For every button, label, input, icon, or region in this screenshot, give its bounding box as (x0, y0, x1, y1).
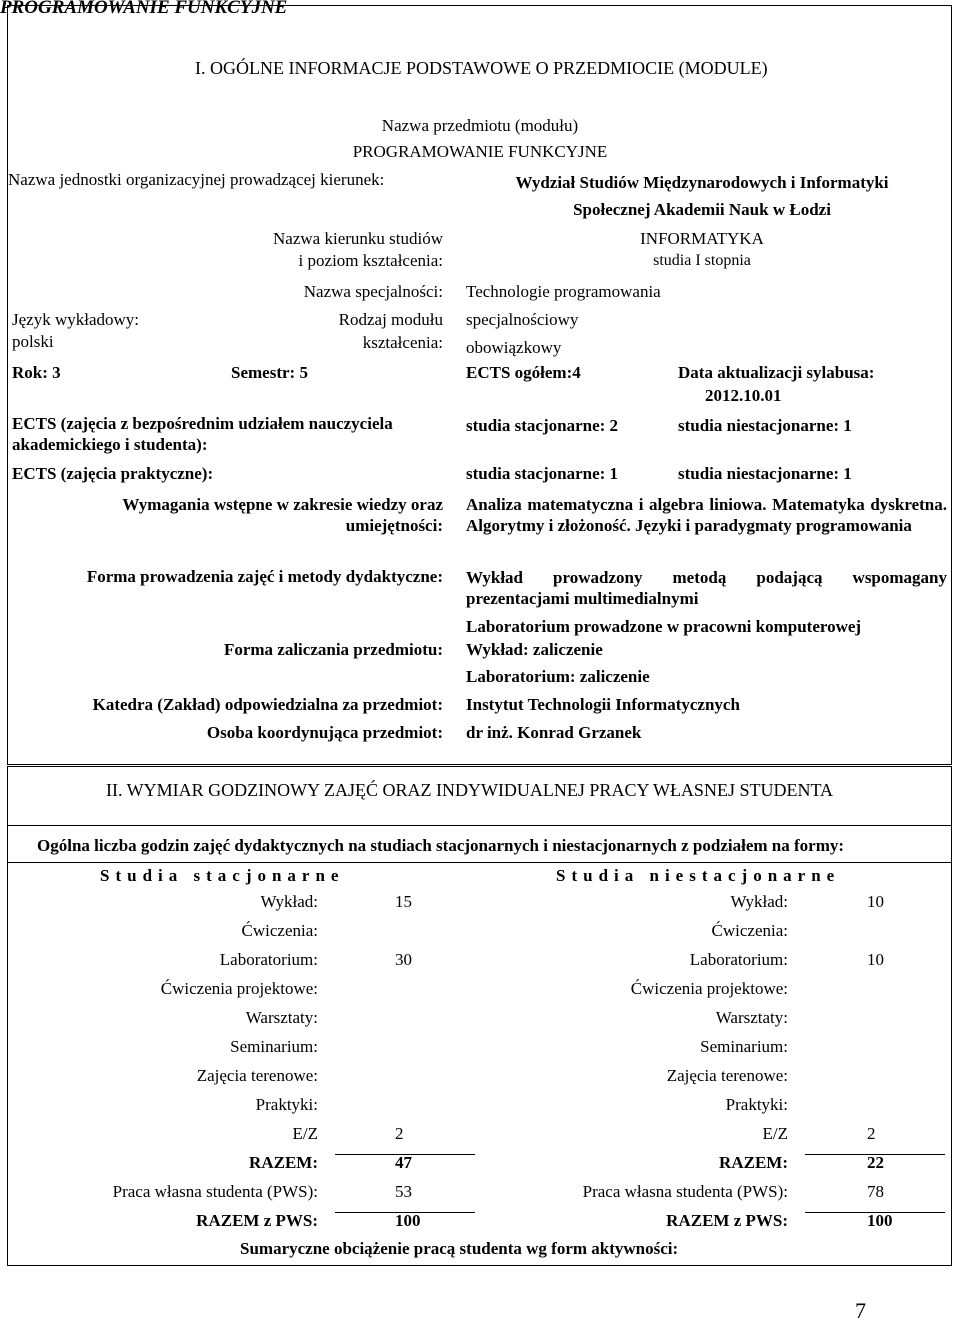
ects-practical-part: studia niestacjonarne: 1 (678, 464, 852, 483)
form-value2: Laboratorium prowadzone w pracowni komputerowej (466, 617, 862, 636)
hours-label-part: Zajęcia terenowe: (666, 1066, 788, 1085)
ects-contact-part: studia niestacjonarne: 1 (678, 416, 852, 435)
hours-label-part: Seminarium: (700, 1037, 788, 1056)
hours-value-full: 15 (395, 892, 412, 911)
hours-value-full: 53 (395, 1182, 412, 1201)
hours-label-part: RAZEM: (719, 1153, 788, 1172)
hours-value-part: 10 (867, 892, 884, 911)
year: Rok: 3 (12, 363, 61, 382)
department-label: Katedra (Zakład) odpowiedzialna za przedmiot: (92, 695, 443, 714)
hours-label-part: RAZEM z PWS: (666, 1211, 788, 1230)
update-value: 2012.10.01 (705, 386, 782, 405)
hours-value-part: 2 (867, 1124, 876, 1143)
hours-value-part: 100 (867, 1211, 893, 1230)
full-time-heading: Studia stacjonarne (100, 866, 345, 885)
semester: Semestr: 5 (231, 363, 308, 382)
section2-heading-divider (7, 825, 952, 826)
specialty-label: Nazwa specjalności: (303, 282, 443, 301)
hours-label-part: Wykład: (730, 892, 788, 911)
unit-label: Nazwa jednostki organizacyjnej prowadzącej kierunek: (8, 170, 385, 189)
hours-label-full: RAZEM: (249, 1153, 318, 1172)
department-value: Instytut Technologii Informatycznych (466, 695, 740, 714)
hours-label-part: Praca własna studenta (PWS): (582, 1182, 788, 1201)
hours-label-full: Ćwiczenia projektowe: (160, 979, 318, 998)
subject-name-label: Nazwa przedmiotu (modułu) (381, 116, 579, 135)
form-label: Forma prowadzenia zajęć i metody dydaktyczne: (86, 567, 443, 586)
language-value: polski (12, 332, 54, 351)
subject-name: PROGRAMOWANIE FUNKCYJNE (352, 142, 608, 161)
module-type-label-line1: Rodzaj modułu (338, 310, 443, 329)
summary-label: Sumaryczne obciążenie pracą studenta wg form aktywności: (240, 1239, 679, 1258)
hours-value-full: 47 (395, 1153, 412, 1172)
coordinator-label: Osoba koordynująca przedmiot: (206, 723, 443, 742)
hours-total-rule (335, 1154, 475, 1155)
unit-value-line2: Społecznej Akademii Nauk w Łodzi (573, 200, 831, 219)
ects-contact-label-line1: ECTS (zajęcia z bezpośrednim udziałem nauczyciela (12, 414, 393, 433)
module-type-value2: obowiązkowy (466, 338, 562, 357)
hours-label-part: Laboratorium: (689, 950, 788, 969)
part-time-heading: Studia niestacjonarne (556, 866, 841, 885)
hours-intro-divider (7, 862, 952, 863)
hours-label-part: Praktyki: (725, 1095, 788, 1114)
hours-label-full: Laboratorium: (219, 950, 318, 969)
assessment-value2: Laboratorium: zaliczenie (466, 667, 650, 686)
page-number: 7 (855, 1298, 866, 1323)
hours-value-full: 30 (395, 950, 412, 969)
hours-total-rule (805, 1212, 945, 1213)
coordinator-value: dr inż. Konrad Grzanek (466, 723, 642, 742)
module-type-label-line2: kształcenia: (362, 333, 443, 352)
ects-contact-full: studia stacjonarne: 2 (466, 416, 619, 435)
level-value: studia I stopnia (653, 252, 751, 269)
hours-intro: Ogólna liczba godzin zajęć dydaktycznych na studiach stacjonarnych i niestacjonarnych z podziałem na formy: (37, 836, 845, 855)
field-value: INFORMATYKA (640, 229, 764, 248)
running-title: PROGRAMOWANIE FUNKCYJNE (0, 0, 288, 18)
hours-value-part: 78 (867, 1182, 884, 1201)
field-label-line1: Nazwa kierunku studiów (273, 229, 443, 248)
form-value1: Wykład prowadzony metodą podającą wspomagany prezentacjami multimedialnymi (466, 568, 947, 608)
section2-heading: II. WYMIAR GODZINOWY ZAJĘĆ ORAZ INDYWIDUALNEJ PRACY WŁASNEJ STUDENTA (106, 780, 833, 800)
specialty-value: Technologie programowania (466, 282, 661, 301)
hours-total-rule (335, 1212, 475, 1213)
hours-value-full: 100 (395, 1211, 421, 1230)
prereq-label-line2: umiejętności: (345, 516, 443, 535)
update-label: Data aktualizacji sylabusa: (678, 363, 875, 382)
hours-total-rule (805, 1154, 945, 1155)
hours-label-part: E/Z (762, 1124, 788, 1143)
ects-contact-label-line2: akademickiego i studenta): (12, 435, 208, 454)
assessment-label: Forma zaliczania przedmiotu: (223, 640, 443, 659)
unit-value-line1: Wydział Studiów Międzynarodowych i Informatyki (515, 173, 889, 192)
hours-label-part: Ćwiczenia: (711, 921, 788, 940)
hours-label-full: Wykład: (260, 892, 318, 911)
module-type-value1: specjalnościowy (466, 310, 579, 329)
ects-practical-label: ECTS (zajęcia praktyczne): (12, 464, 214, 483)
hours-label-full: Warsztaty: (245, 1008, 318, 1027)
hours-label-full: Ćwiczenia: (241, 921, 318, 940)
hours-label-full: Praktyki: (255, 1095, 318, 1114)
hours-label-full: RAZEM z PWS: (196, 1211, 318, 1230)
hours-label-full: Praca własna studenta (PWS): (112, 1182, 318, 1201)
hours-label-full: Seminarium: (230, 1037, 318, 1056)
hours-label-full: Zajęcia terenowe: (196, 1066, 318, 1085)
prereq-label-line1: Wymagania wstępne w zakresie wiedzy oraz (122, 495, 443, 514)
ects-practical-full: studia stacjonarne: 1 (466, 464, 619, 483)
hours-value-full: 2 (395, 1124, 404, 1143)
field-label-line2: i poziom kształcenia: (298, 251, 443, 270)
hours-value-part: 10 (867, 950, 884, 969)
hours-label-full: E/Z (292, 1124, 318, 1143)
language-label: Język wykładowy: (12, 310, 140, 329)
ects-total: ECTS ogółem:4 (466, 363, 581, 382)
assessment-value1: Wykład: zaliczenie (466, 640, 603, 659)
hours-value-part: 22 (867, 1153, 884, 1172)
section1-heading: I. OGÓLNE INFORMACJE PODSTAWOWE O PRZEDMIOCIE (MODULE) (195, 58, 768, 78)
hours-label-part: Ćwiczenia projektowe: (630, 979, 788, 998)
hours-label-part: Warsztaty: (715, 1008, 788, 1027)
prereq-value: Analiza matematyczna i algebra liniowa. Matematyka dyskretna. Algorytmy i złożoność. Języki i paradygmaty programowania (466, 495, 947, 535)
